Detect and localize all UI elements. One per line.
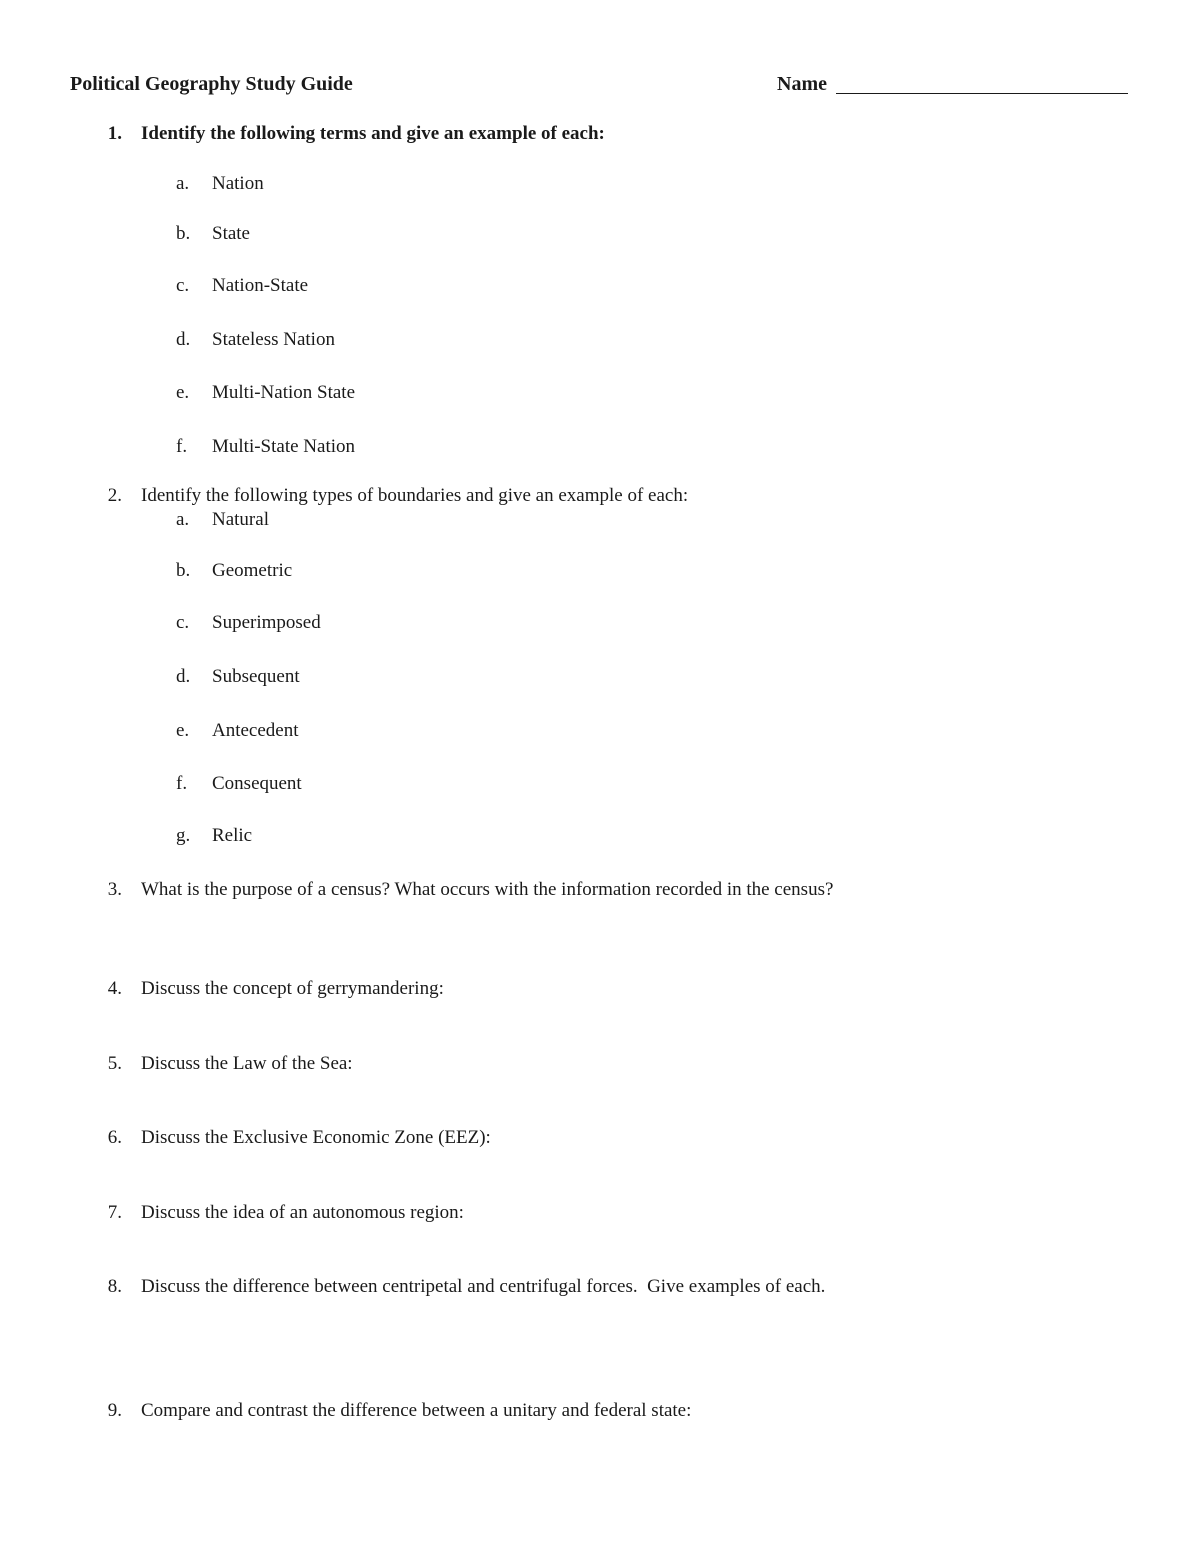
question-text: Discuss the difference between centripetal and centrifugal forces. Give examples of each.	[141, 1276, 826, 1297]
item-letter: b.	[176, 223, 191, 244]
item-letter: d.	[176, 666, 191, 687]
question-text: What is the purpose of a census? What occurs with the information recorded in the census?	[141, 879, 834, 900]
boundary-item: Consequent	[212, 773, 302, 794]
boundary-item: Relic	[212, 825, 253, 846]
item-letter: c.	[176, 612, 190, 633]
question-text: Identify the following terms and give an example of each:	[141, 123, 605, 144]
question-text: Identify the following types of boundaries and give an example of each:	[141, 485, 689, 506]
question-number: 3.	[107, 879, 122, 900]
item-letter: d.	[176, 329, 191, 350]
term-item: Nation-State	[212, 275, 309, 296]
boundary-item: Antecedent	[212, 720, 299, 741]
item-letter: f.	[176, 773, 188, 794]
question-text: Discuss the Exclusive Economic Zone (EEZ):	[141, 1127, 491, 1148]
boundary-item: Geometric	[212, 560, 293, 581]
question-number: 7.	[107, 1202, 122, 1223]
boundary-item: Subsequent	[212, 666, 300, 687]
question-number: 2.	[107, 485, 122, 506]
item-letter: e.	[176, 382, 190, 403]
question-text: Discuss the idea of an autonomous region:	[141, 1202, 464, 1223]
item-letter: f.	[176, 436, 188, 457]
question-number: 9.	[107, 1400, 122, 1421]
boundary-item: Superimposed	[212, 612, 321, 633]
item-letter: b.	[176, 560, 191, 581]
item-letter: a.	[176, 173, 190, 194]
name-blank-line	[836, 93, 1128, 94]
term-item: State	[212, 223, 250, 244]
question-number: 5.	[107, 1053, 122, 1074]
question-number: 8.	[107, 1276, 122, 1297]
term-item: Nation	[212, 173, 264, 194]
name-label: Name	[777, 73, 827, 95]
page-title: Political Geography Study Guide	[70, 73, 353, 95]
item-letter: a.	[176, 509, 190, 530]
item-letter: g.	[176, 825, 191, 846]
item-letter: c.	[176, 275, 190, 296]
term-item: Multi-Nation State	[212, 382, 356, 403]
question-number: 4.	[107, 978, 122, 999]
question-text: Discuss the concept of gerrymandering:	[141, 978, 444, 999]
term-item: Multi-State Nation	[212, 436, 356, 457]
boundary-item: Natural	[212, 509, 269, 530]
question-text: Discuss the Law of the Sea:	[141, 1053, 353, 1074]
question-number: 6.	[107, 1127, 122, 1148]
term-item: Stateless Nation	[212, 329, 335, 350]
question-text: Compare and contrast the difference between a unitary and federal state:	[141, 1400, 692, 1421]
question-number: 1.	[107, 123, 122, 144]
item-letter: e.	[176, 720, 190, 741]
